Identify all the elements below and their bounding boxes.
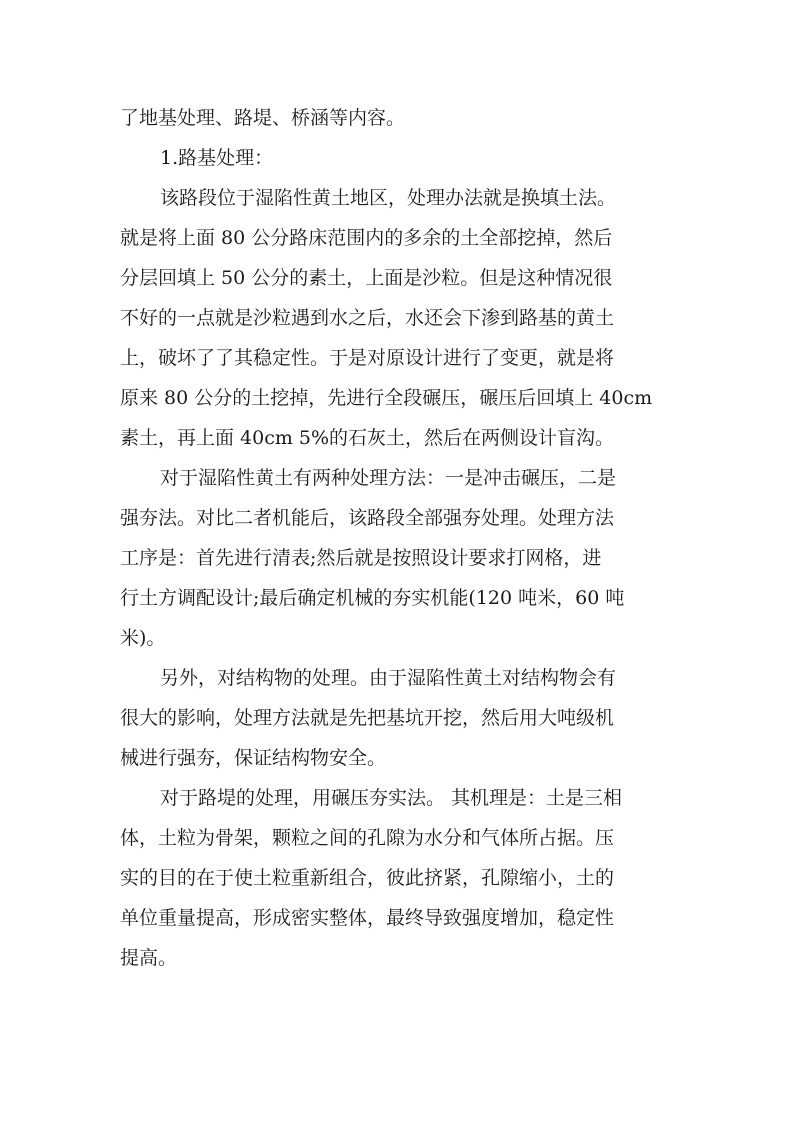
text-line: 很大的影响，处理方法就是先把基坑开挖，然后用大吨级机 (120, 707, 615, 729)
text-line: 工序是：首先进行清表;然后就是按照设计要求打网格，进 (120, 547, 602, 569)
text-line: 素土，再上面 40cm 5%的石灰土，然后在两侧设计盲沟。 (120, 427, 615, 449)
text-line: 实的目的在于使土粒重新组合，彼此挤紧，孔隙缩小，土的 (120, 867, 615, 889)
text-line: 不好的一点就是沙粒遇到水之后，水还会下渗到路基的黄土 (120, 307, 615, 329)
text-line: 械进行强夯，保证结构物安全。 (120, 747, 387, 769)
text-line: 提高。 (120, 947, 178, 969)
text-line: 单位重量提高，形成密实整体，最终导致强度增加，稳定性 (120, 907, 615, 929)
section-heading: 1.路基处理： (160, 147, 274, 169)
text-line: 就是将上面 80 公分路床范围内的多余的土全部挖掉，然后 (120, 227, 613, 249)
text-line: 体，土粒为骨架，颗粒之间的孔隙为水分和气体所占据。压 (120, 827, 615, 849)
text-line: 强夯法。对比二者机能后，该路段全部强夯处理。处理方法 (120, 507, 615, 529)
text-line: 了地基处理、路堤、桥涵等内容。 (120, 107, 406, 129)
text-line: 行土方调配设计;最后确定机械的夯实机能(120 吨米，60 吨 (120, 587, 625, 609)
paragraph-start: 另外，对结构物的处理。由于湿陷性黄土对结构物会有 (160, 667, 617, 689)
paragraph-start: 对于路堤的处理，用碾压夯实法。 其机理是：土是三相 (160, 787, 623, 809)
paragraph-start: 该路段位于湿陷性黄土地区，处理办法就是换填土法。 (160, 187, 617, 209)
body-text (120, 98, 690, 978)
text-line: 分层回填上 50 公分的素土，上面是沙粒。但是这种情况很 (120, 267, 613, 289)
text-line: 米)。 (120, 627, 166, 649)
paragraph-start: 对于湿陷性黄土有两种处理方法：一是冲击碾压，二是 (160, 467, 617, 489)
text-line: 上，破坏了了其稳定性。于是对原设计进行了变更，就是将 (120, 347, 615, 369)
text-line: 原来 80 公分的土挖掉，先进行全段碾压，碾压后回填上 40cm (120, 387, 653, 409)
